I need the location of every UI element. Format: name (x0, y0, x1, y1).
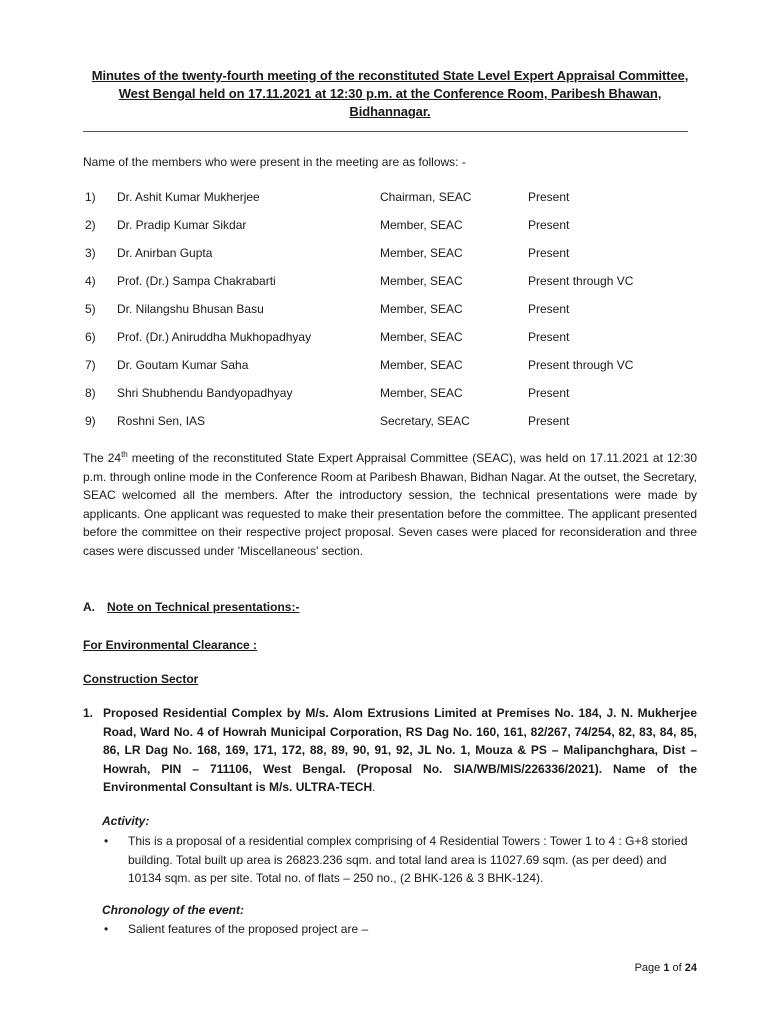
member-status: Present (528, 386, 570, 400)
member-name: Dr. Nilangshu Bhusan Basu (117, 302, 264, 316)
title-divider (83, 131, 688, 132)
proposal-item-1: 1. Proposed Residential Complex by M/s. Alom Extrusions Limited at Premises No. 184, J. N. Mukherjee Road, Ward No. 4 of Howrah Municipal Corporation, RS Dag No. 160, 161, 82/267, 74/254, 82, 83, 84, 85, 86, LR Dag No. 168, 169, 171, 172, 88, 89, 90, 91, 92, JL No. 1, Mouza & PS – Malipanchghara, Dist – Howrah, PIN – 711106, West Bengal. (Proposal No. SIA/WB/MIS/226336/2021). Name of the Environmental Consultant is M/s. ULTRA-TECH. (83, 706, 697, 795)
member-role: Member, SEAC (380, 302, 463, 316)
member-number: 3) (85, 246, 96, 260)
section-a-heading (83, 600, 299, 614)
member-name: Shri Shubhendu Bandyopadhyay (117, 386, 293, 400)
bullet-icon: • (104, 834, 109, 848)
member-number: 8) (85, 386, 96, 400)
activity-bullet (102, 832, 698, 888)
member-row (83, 302, 703, 330)
member-name: Dr. Ashit Kumar Mukherjee (117, 190, 260, 204)
activity-text: This is a proposal of a residential complex comprising of 4 Residential Towers : Tower 1 to 4 : G+8 storied building. Total built up area is 26823.236 sqm. and total land area is 11027.69 sqm. (as per deed) and 10134 sqm. as per site. Total no. of flats – 250 no., (2 BHK-126 & 3 BHK-124). (128, 834, 688, 886)
item-number: 1. (83, 706, 94, 720)
member-number: 6) (85, 330, 96, 344)
member-name: Dr. Pradip Kumar Sikdar (117, 218, 247, 232)
member-role: Member, SEAC (380, 274, 463, 288)
member-number: 4) (85, 274, 96, 288)
meeting-paragraph: The 24th meeting of the reconstituted State Expert Appraisal Committee (SEAC), was held on 17.11.2021 at 12:30 p.m. through online mode in the Conference Room at Paribesh Bhawan, Bidhan Nagar. At the outset, the Secretary, SEAC welcomed all the members. After the introductory session, the technical presentations were made by applicants. One applicant was requested to make their presentation before the committee. The applicant presented before the committee on their respective project proposal. Seven cases were placed for reconsideration and three cases were discussed under 'Miscellaneous' section. (83, 450, 697, 558)
members-intro: Name of the members who were present in the meeting are as follows: - (83, 155, 466, 169)
members-list (83, 190, 703, 442)
member-name: Dr. Anirban Gupta (117, 246, 213, 260)
member-status: Present (528, 246, 570, 260)
chronology-bullet (102, 920, 698, 939)
chronology-text: Salient features of the proposed project are – (128, 922, 369, 936)
section-label: A. (83, 600, 95, 614)
activity-heading: Activity: (102, 814, 150, 828)
member-role: Chairman, SEAC (380, 190, 472, 204)
member-status: Present (528, 414, 570, 428)
member-number: 5) (85, 302, 96, 316)
member-name: Prof. (Dr.) Aniruddha Mukhopadhyay (117, 330, 312, 344)
chronology-heading: Chronology of the event: (102, 903, 244, 917)
member-row (83, 246, 703, 274)
page-number: 1 (663, 962, 670, 974)
document-title: Minutes of the twenty-fourth meeting of the reconstituted State Level Expert Appraisal Committee, West Bengal held on 17.11.2021 at 12:30 p.m. at the Conference Room, Paribesh Bhawan, Bidhannagar. (91, 68, 689, 119)
page-total: 24 (684, 962, 697, 974)
member-role: Secretary, SEAC (380, 414, 470, 428)
member-status: Present through VC (528, 274, 634, 288)
section-title: Note on Technical presentations:- (107, 600, 300, 614)
member-number: 2) (85, 218, 96, 232)
member-row (83, 330, 703, 358)
member-name: Dr. Goutam Kumar Saha (117, 358, 249, 372)
member-row (83, 358, 703, 386)
item-text: Proposed Residential Complex by M/s. Alom Extrusions Limited at Premises No. 184, J. N. Mukherjee Road, Ward No. 4 of Howrah Municipal Corporation, RS Dag No. 160, 161, 82/267, 74/254, 82, 83, 84, 85, 86, LR Dag No. 168, 169, 171, 172, 88, 89, 90, 91, 92, JL No. 1, Mouza & PS – Malipanchghara, Dist – Howrah, PIN – 711106, West Bengal. (Proposal No. SIA/WB/MIS/226336/2021). Name of the Environmental Consultant is M/s. ULTRA-TECH (103, 706, 697, 795)
member-row (83, 274, 703, 302)
member-row (83, 386, 703, 414)
member-role: Member, SEAC (380, 358, 463, 372)
member-name: Prof. (Dr.) Sampa Chakrabarti (117, 274, 276, 288)
member-status: Present (528, 218, 570, 232)
bullet-icon: • (104, 922, 109, 936)
env-clearance-heading: For Environmental Clearance : (83, 638, 258, 652)
construction-sector-heading: Construction Sector (83, 672, 199, 686)
member-role: Member, SEAC (380, 386, 463, 400)
member-status: Present (528, 190, 570, 204)
member-status: Present (528, 330, 570, 344)
member-role: Member, SEAC (380, 330, 463, 344)
member-role: Member, SEAC (380, 246, 463, 260)
page-footer: Page 1 of 24 (634, 962, 697, 974)
member-number: 1) (85, 190, 96, 204)
member-role: Member, SEAC (380, 218, 463, 232)
member-row (83, 190, 703, 218)
member-row (83, 414, 703, 442)
member-row (83, 218, 703, 246)
member-number: 7) (85, 358, 96, 372)
member-number: 9) (85, 414, 96, 428)
member-status: Present (528, 302, 570, 316)
member-status: Present through VC (528, 358, 634, 372)
member-name: Roshni Sen, IAS (117, 414, 206, 428)
